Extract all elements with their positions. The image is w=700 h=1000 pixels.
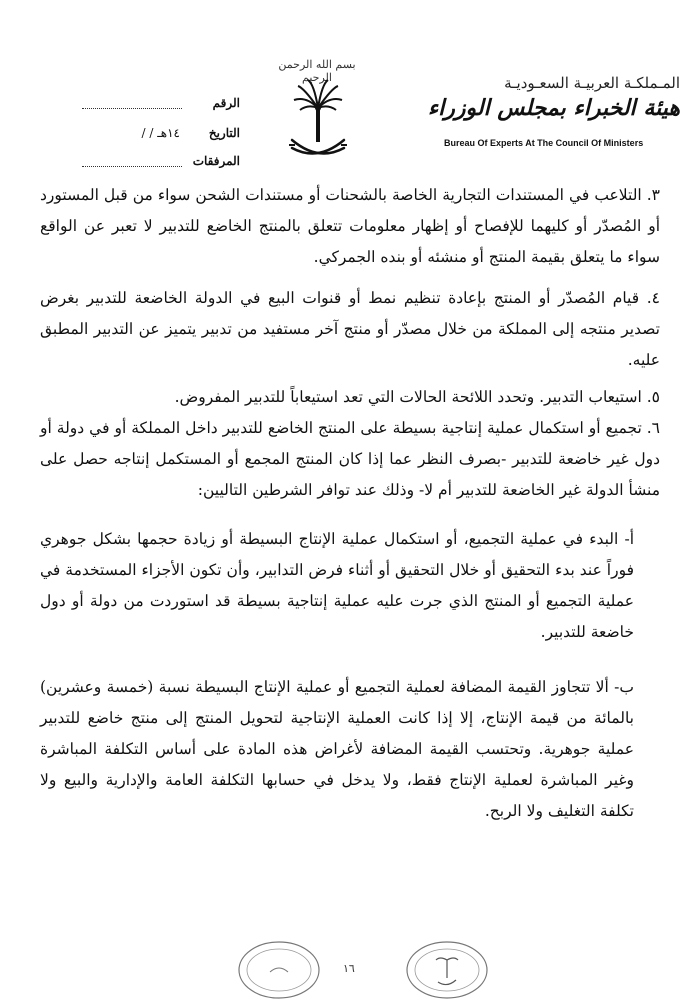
official-stamp-left-icon <box>236 936 322 1000</box>
item-6-paragraph: ٦. تجميع أو استكمال عملية إنتاجية بسيطة على المنتج الخاضع للتدبير داخل المملكة أو في دولة أو دول غير خاضعة للتدبير -بصرف النظر عما إذا كان المنتج المجمع أو المستكمل إنتاجه حصل على منشأ الدولة غير الخاضعة للتدبير أم لا- وذلك عند توافر الشرطين التاليين: <box>40 419 660 499</box>
condition-b-paragraph: ب- ألا تتجاوز القيمة المضافة لعملية التجميع أو عملية الإنتاج البسيطة نسبة (خمسة وعشرين) بالمائة من قيمة الإنتاج، إلا إذا كانت العملية الإنتاجية لتحويل المنتج إلى منتج خاضع للتدبير عملية جوهرية. وتحتسب القيمة المضافة لأغراض هذه المادة على أساس التكلفة المباشرة وغير المباشرة لعملية الإنتاج فقط، ولا يدخل في حسابها التكلفة العامة والإدارية والبيع ولا تكلفة التغليف ولا الربح. <box>40 678 634 820</box>
item-4-paragraph: ٤. قيام المُصدّر أو المنتج بإعادة تنظيم نمط أو قنوات البيع في الدولة الخاضعة للتدبير بغرض تصدير منتجه إلى المملكة من خلال مصدّر أو منتج آخر مستفيد من تدبير يتميز عن التدبير المطبق عليه. <box>40 289 660 369</box>
page-number: ١٦ <box>343 962 355 975</box>
country-name: المـملكـة العربيـة السعـوديـة <box>504 74 680 92</box>
attachments-label: المرفقات <box>192 154 240 168</box>
item-5-paragraph: ٥. استيعاب التدبير. وتحدد اللائحة الحالات التي تعد استيعاباً للتدبير المفروض. <box>174 388 660 406</box>
attachments-line <box>82 166 182 167</box>
organization-name-ar: هيئة الخبراء بمجلس الوزراء <box>427 95 680 121</box>
item-3-paragraph: ٣. التلاعب في المستندات التجارية الخاصة بالشحنات أو مستندات الشحن سواء من قبل المستورد أو المُصدّر أو كليهما للإفصاح أو إظهار معلومات تتعلق بالمنتج الخاضع للتدبير لا تعبر عن الواقع سواء ما يتعلق بقيمة المنتج أو منشئه أو بنده الجمركي. <box>40 186 660 266</box>
official-stamp-right-icon <box>404 936 490 1000</box>
number-line <box>82 108 182 109</box>
basmala: بسم الله الرحمن الرحيم <box>278 58 356 84</box>
organization-name-en: Bureau Of Experts At The Council Of Ministers <box>444 138 644 148</box>
document-body <box>40 180 660 827</box>
number-label: الرقم <box>212 96 240 110</box>
meta-attachments-row <box>10 154 240 174</box>
date-label: التاريخ <box>208 126 240 140</box>
condition-a-paragraph: أ- البدء في عملية التجميع، أو استكمال عملية الإنتاج البسيطة أو زيادة حجمها بشكل جوهري فوراً عند بدء التحقيق أو خلال التحقيق أو أثناء فرض التدابير، وأن تكون الأجزاء المستخدمة في عملية التجميع أو المنتج الذي جرت عليه عملية إنتاجية بسيطة قد استوردت من دولة أو دول خاضعة للتدبير. <box>40 530 634 641</box>
meta-date-row <box>10 126 240 146</box>
saudi-emblem-icon <box>288 78 348 168</box>
organization-block <box>420 74 680 122</box>
meta-number-row <box>10 96 240 116</box>
date-value: / / ١٤هـ <box>141 126 180 140</box>
